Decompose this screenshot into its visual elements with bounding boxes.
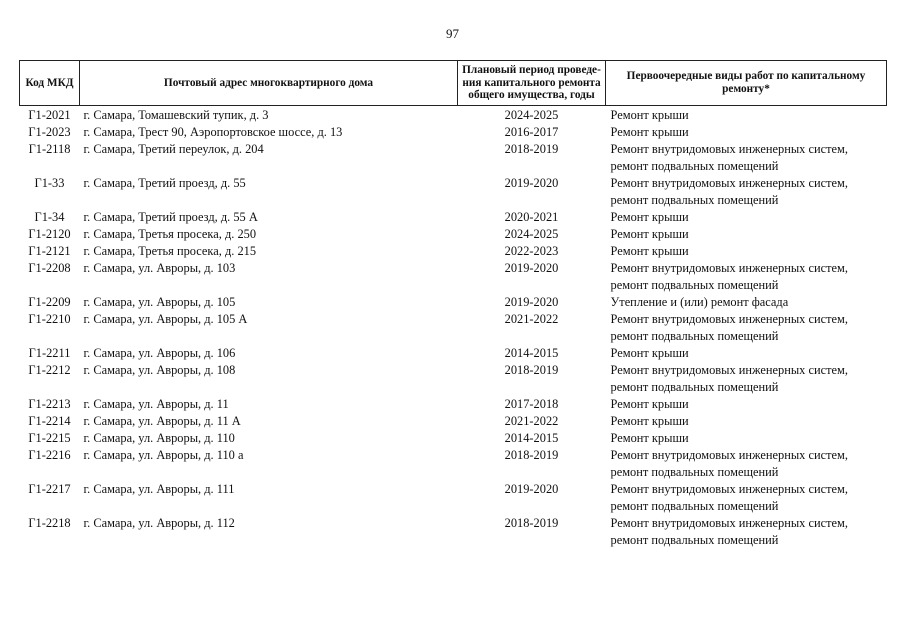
row-address: г. Самара, ул. Авроры, д. 11 bbox=[83, 396, 229, 411]
row-works bbox=[606, 124, 887, 141]
row-address: г. Самара, ул. Авроры, д. 11 А bbox=[83, 413, 241, 428]
table-row bbox=[20, 481, 887, 515]
row-works bbox=[606, 105, 887, 124]
row-period: 2020-2021 bbox=[504, 209, 559, 224]
row-code: Г1-2215 bbox=[28, 430, 71, 445]
row-address: г. Самара, Трест 90, Аэропортовское шоссе, д. 13 bbox=[83, 124, 343, 139]
row-works bbox=[606, 413, 887, 430]
header-period: Плановый период проведе-ния капитального ремонта общего имущества, годы bbox=[458, 61, 606, 106]
row-code: Г1-2213 bbox=[28, 396, 71, 411]
row-period: 2018-2019 bbox=[504, 141, 559, 156]
row-period: 2022-2023 bbox=[504, 243, 559, 258]
table-row bbox=[20, 311, 887, 345]
row-code: Г1-2118 bbox=[28, 141, 71, 156]
row-works bbox=[606, 226, 887, 243]
row-code: Г1-2021 bbox=[28, 107, 71, 122]
row-address: г. Самара, ул. Авроры, д. 110 а bbox=[83, 447, 244, 462]
row-address: г. Самара, Третья просека, д. 250 bbox=[83, 226, 257, 241]
table-row bbox=[20, 175, 887, 209]
table-row bbox=[20, 243, 887, 260]
works-line: Ремонт внутридомовых инженерных систем, bbox=[610, 362, 848, 377]
row-address: г. Самара, ул. Авроры, д. 105 А bbox=[83, 311, 248, 326]
row-works bbox=[606, 175, 887, 209]
row-works bbox=[606, 447, 887, 481]
row-code: Г1-2121 bbox=[28, 243, 71, 258]
row-works bbox=[606, 294, 887, 311]
works-line: Ремонт крыши bbox=[610, 209, 689, 224]
table-row bbox=[20, 413, 887, 430]
row-period: 2019-2020 bbox=[504, 260, 559, 275]
header-address: Почтовый адрес многоквартирного дома bbox=[80, 61, 458, 106]
works-line: ремонт подвальных помещений bbox=[610, 277, 779, 292]
row-period: 2024-2025 bbox=[504, 226, 559, 241]
table-row bbox=[20, 209, 887, 226]
row-code: Г1-2120 bbox=[28, 226, 71, 241]
row-code: Г1-2217 bbox=[28, 481, 71, 496]
works-line: ремонт подвальных помещений bbox=[610, 498, 779, 513]
row-period: 2017-2018 bbox=[504, 396, 559, 411]
row-address: г. Самара, Третья просека, д. 215 bbox=[83, 243, 257, 258]
row-code: Г1-34 bbox=[34, 209, 65, 224]
page-number: 97 bbox=[446, 26, 459, 41]
table-row bbox=[20, 430, 887, 447]
row-works bbox=[606, 243, 887, 260]
works-line: Ремонт внутридомовых инженерных систем, bbox=[610, 141, 848, 156]
works-line: Ремонт крыши bbox=[610, 396, 689, 411]
row-period: 2021-2022 bbox=[504, 311, 559, 326]
works-line: ремонт подвальных помещений bbox=[610, 328, 779, 343]
row-address: г. Самара, Томашевский тупик, д. 3 bbox=[83, 107, 269, 122]
works-line: Утепление и (или) ремонт фасада bbox=[610, 294, 789, 309]
row-code: Г1-2214 bbox=[28, 413, 71, 428]
row-code: Г1-2209 bbox=[28, 294, 71, 309]
row-address: г. Самара, ул. Авроры, д. 108 bbox=[83, 362, 236, 377]
row-address: г. Самара, ул. Авроры, д. 105 bbox=[83, 294, 236, 309]
row-code: Г1-2212 bbox=[28, 362, 71, 377]
row-works bbox=[606, 311, 887, 345]
row-works bbox=[606, 362, 887, 396]
row-works bbox=[606, 209, 887, 226]
works-line: Ремонт внутридомовых инженерных систем, bbox=[610, 175, 848, 190]
works-line: ремонт подвальных помещений bbox=[610, 464, 779, 479]
works-line: Ремонт внутридомовых инженерных систем, bbox=[610, 515, 848, 530]
row-code: Г1-33 bbox=[34, 175, 65, 190]
works-line: ремонт подвальных помещений bbox=[610, 532, 779, 547]
row-period: 2014-2015 bbox=[504, 430, 559, 445]
works-line: Ремонт крыши bbox=[610, 107, 689, 122]
works-line: Ремонт внутридомовых инженерных систем, bbox=[610, 447, 848, 462]
row-period: 2018-2019 bbox=[504, 515, 559, 530]
works-line: ремонт подвальных помещений bbox=[610, 158, 779, 173]
table-row bbox=[20, 260, 887, 294]
repair-schedule-table bbox=[19, 60, 887, 549]
works-line: ремонт подвальных помещений bbox=[610, 192, 779, 207]
row-period: 2019-2020 bbox=[504, 294, 559, 309]
row-address: г. Самара, Третий проезд, д. 55 А bbox=[83, 209, 258, 224]
table-row bbox=[20, 362, 887, 396]
works-line: Ремонт крыши bbox=[610, 345, 689, 360]
works-line: Ремонт внутридомовых инженерных систем, bbox=[610, 481, 848, 496]
row-code: Г1-2208 bbox=[28, 260, 71, 275]
row-address: г. Самара, Третий проезд, д. 55 bbox=[83, 175, 246, 190]
row-works bbox=[606, 430, 887, 447]
row-address: г. Самара, Третий переулок, д. 204 bbox=[83, 141, 264, 156]
table-row bbox=[20, 226, 887, 243]
row-address: г. Самара, ул. Авроры, д. 111 bbox=[83, 481, 235, 496]
header-code: Код МКД bbox=[20, 61, 80, 106]
table-row bbox=[20, 396, 887, 413]
table-row bbox=[20, 447, 887, 481]
row-works bbox=[606, 481, 887, 515]
row-period: 2019-2020 bbox=[504, 481, 559, 496]
works-line: Ремонт крыши bbox=[610, 413, 689, 428]
row-code: Г1-2211 bbox=[28, 345, 71, 360]
row-code: Г1-2023 bbox=[28, 124, 71, 139]
row-code: Г1-2210 bbox=[28, 311, 71, 326]
row-works bbox=[606, 141, 887, 175]
table-row bbox=[20, 515, 887, 549]
row-works bbox=[606, 396, 887, 413]
row-address: г. Самара, ул. Авроры, д. 103 bbox=[83, 260, 236, 275]
table-row bbox=[20, 141, 887, 175]
works-line: Ремонт внутридомовых инженерных систем, bbox=[610, 260, 848, 275]
row-period: 2018-2019 bbox=[504, 362, 559, 377]
table-header bbox=[20, 61, 887, 106]
row-period: 2019-2020 bbox=[504, 175, 559, 190]
row-period: 2016-2017 bbox=[504, 124, 559, 139]
table-row bbox=[20, 124, 887, 141]
works-line: Ремонт крыши bbox=[610, 124, 689, 139]
row-works bbox=[606, 260, 887, 294]
table-row bbox=[20, 294, 887, 311]
table-row bbox=[20, 105, 887, 124]
row-code: Г1-2218 bbox=[28, 515, 71, 530]
works-line: Ремонт крыши bbox=[610, 430, 689, 445]
row-address: г. Самара, ул. Авроры, д. 106 bbox=[83, 345, 236, 360]
row-period: 2021-2022 bbox=[504, 413, 559, 428]
header-row bbox=[20, 61, 887, 106]
row-period: 2014-2015 bbox=[504, 345, 559, 360]
header-works: Первоочередные виды работ по капитальному ремонту* bbox=[606, 61, 887, 106]
works-line: Ремонт крыши bbox=[610, 226, 689, 241]
row-works bbox=[606, 345, 887, 362]
row-code: Г1-2216 bbox=[28, 447, 71, 462]
table-row bbox=[20, 345, 887, 362]
row-period: 2018-2019 bbox=[504, 447, 559, 462]
works-line: Ремонт внутридомовых инженерных систем, bbox=[610, 311, 848, 326]
works-line: Ремонт крыши bbox=[610, 243, 689, 258]
row-period: 2024-2025 bbox=[504, 107, 559, 122]
works-line: ремонт подвальных помещений bbox=[610, 379, 779, 394]
row-address: г. Самара, ул. Авроры, д. 110 bbox=[83, 430, 235, 445]
row-works bbox=[606, 515, 887, 549]
row-address: г. Самара, ул. Авроры, д. 112 bbox=[83, 515, 235, 530]
table-body bbox=[20, 105, 887, 549]
